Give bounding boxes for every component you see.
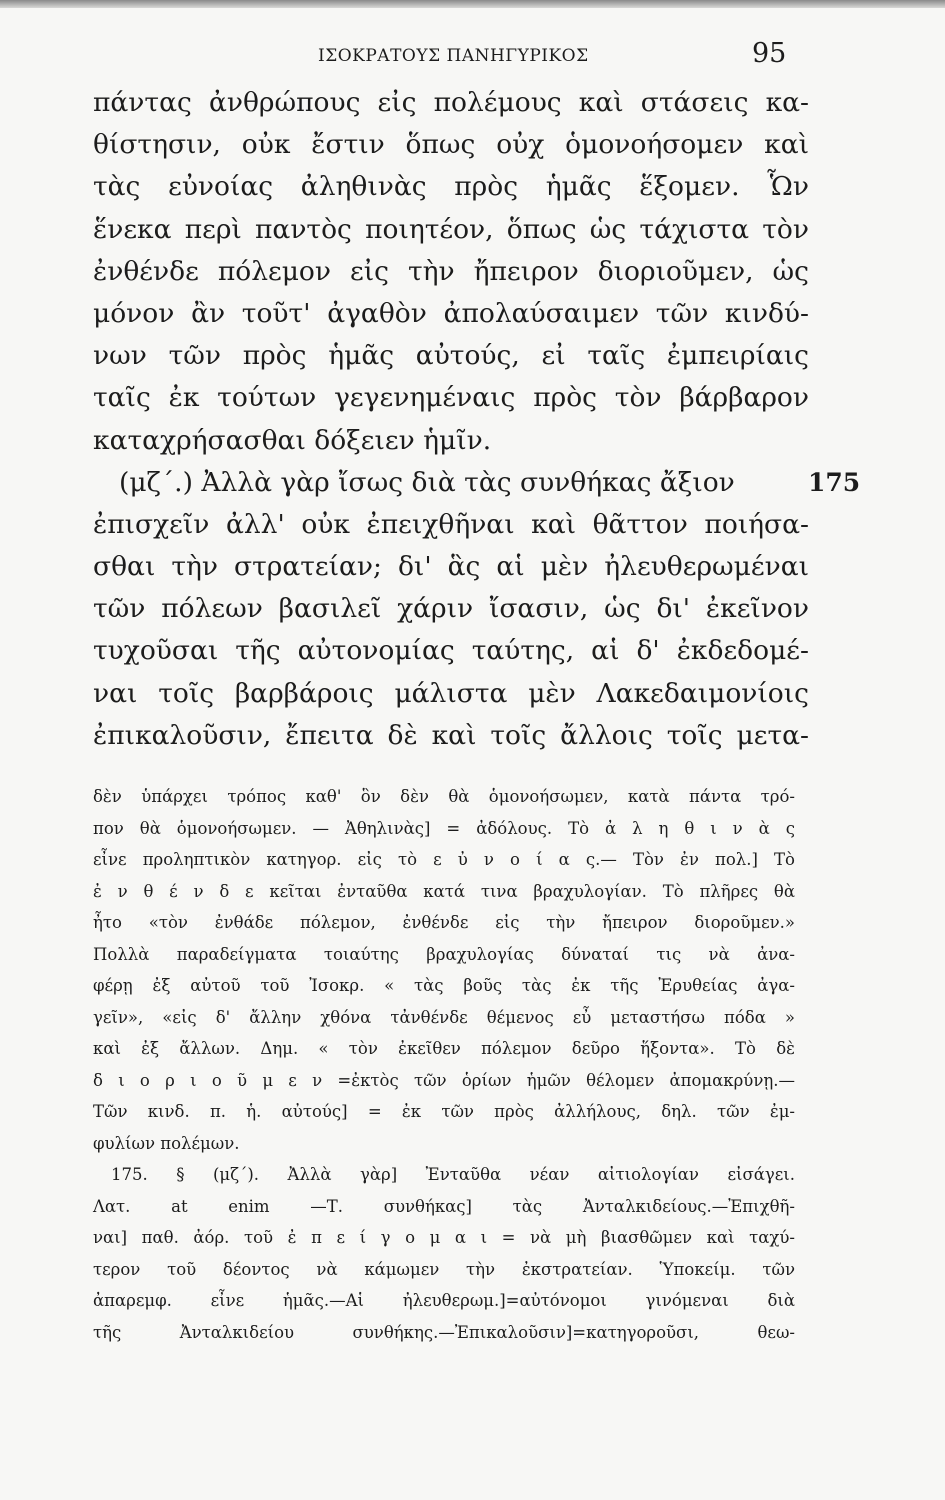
text-line: καταχρήσασθαι δόξειεν ἡμῖν.: [93, 424, 492, 456]
note-line: εἶνε προληπτικὸν κατηγορ. εἰς τὸ ε ὐ ν ο ί α ς.— Τὸν ἐν πολ.] Τὸ: [93, 850, 795, 869]
note-line: φέρῃ ἐξ αὐτοῦ τοῦ Ἰσοκρ. « τὰς βοῦς τὰς ἐκ τῆς Ἐρυθείας ἀγα-: [93, 976, 795, 995]
note-line: Λατ. at enim —Τ. συνθήκας] τὰς Ἀνταλκιδείους.—Ἐπιχθῆ-: [93, 1196, 795, 1216]
page-top-edge: [0, 0, 945, 8]
note-line: ἐ ν θ έ ν δ ε κεῖται ἐνταῦθα κατά τινα βραχυλογίαν. Τὸ πλῆρες θὰ: [93, 881, 795, 901]
note-line: ναι] παθ. ἀόρ. τοῦ ἐ π ε ί γ ο μ α ι = νὰ μὴ βιασθῶμεν καὶ ταχύ-: [93, 1228, 795, 1247]
text-line: μόνον ἂν τοῦτ' ἀγαθὸν ἀπολαύσαιμεν τῶν κινδύ-: [93, 297, 809, 329]
text-line: θίστησιν, οὐκ ἔστιν ὅπως οὐχ ὁμονοήσομεν καὶ: [93, 129, 809, 161]
note-line: φυλίων πολέμων.: [93, 1133, 240, 1153]
text-line: ἐπικαλοῦσιν, ἔπειτα δὲ καὶ τοῖς ἄλλοις τοῖς μετα-: [93, 719, 809, 751]
text-line: τῶν πόλεων βασιλεῖ χάριν ἴσασιν, ὡς δι' ἐκεῖνον: [93, 593, 809, 625]
text-line: ναι τοῖς βαρβάροις μάλιστα μὲν Λακεδαιμονίοις: [93, 677, 809, 709]
text-line: ἐνθένδε πόλεμον εἰς τὴν ἤπειρον διοριοῦμεν, ὡς: [93, 255, 809, 287]
note-line: ἀπαρεμφ. εἶνε ἡμᾶς.—Αἱ ἠλευθερωμ.]=αὐτόνομοι γινόμεναι διὰ: [93, 1291, 795, 1310]
note-line: 175. § (μζ΄). Ἀλλὰ γὰρ] Ἐνταῦθα νέαν αἰτιολογίαν εἰσάγει.: [111, 1165, 795, 1184]
note-line: γεῖν», «εἰς δ' ἄλλην χθόνα τἀνθένδε θέμενος εὖ μεταστήσω πόδα »: [93, 1007, 795, 1027]
note-line: δὲν ὑπάρχει τρόπος καθ' ὃν δὲν θὰ ὁμονοήσωμεν, κατὰ πάντα τρό-: [93, 787, 795, 806]
commentary-notes: [93, 781, 795, 1348]
page-number: 95: [752, 38, 787, 69]
text-line: (μζ΄.) Ἀλλὰ γὰρ ἴσως διὰ τὰς συνθήκας ἄξιον: [119, 466, 735, 498]
text-line: ταῖς ἐκ τούτων γεγενημέναις πρὸς τὸν βάρβαρον: [93, 382, 809, 414]
note-line: τερον τοῦ δέοντος νὰ κάμωμεν τὴν ἐκστρατείαν. Ὑποκείμ. τῶν: [93, 1259, 795, 1279]
note-line: δ ι ο ρ ι ο ῦ μ ε ν =ἐκτὸς τῶν ὁρίων ἡμῶν θέλομεν ἀπομακρύνῃ.—: [93, 1070, 795, 1090]
text-line: τὰς εὐνοίας ἀληθινὰς πρὸς ἡμᾶς ἕξομεν. Ὧν: [93, 171, 809, 203]
page-header: [0, 38, 945, 84]
text-line: σθαι τὴν στρατείαν; δι' ἃς αἱ μὲν ἠλευθερωμέναι: [93, 551, 809, 583]
text-line: ἕνεκα περὶ παντὸς ποιητέον, ὅπως ὡς τάχιστα τὸν: [93, 213, 809, 245]
note-line: τῆς Ἀνταλκιδείου συνθήκης.—Ἐπικαλοῦσιν]=κατηγοροῦσι, θεω-: [93, 1322, 795, 1342]
note-line: καὶ ἐξ ἄλλων. Δημ. « τὸν ἐκεῖθεν πόλεμον δεῦρο ἥξοντα». Τὸ δὲ: [93, 1039, 795, 1058]
note-line: Τῶν κινδ. π. ἡ. αὐτούς] = ἐκ τῶν πρὸς ἀλλήλους, δηλ. τῶν ἐμ-: [93, 1102, 795, 1121]
text-line: πάντας ἀνθρώπους εἰς πολέμους καὶ στάσεις κα-: [93, 87, 809, 118]
text-line: τυχοῦσαι τῆς αὐτονομίας ταύτης, αἱ δ' ἐκδεδομέ-: [93, 635, 809, 667]
running-title: ΙΣΟΚΡΑΤΟΥΣ ΠΑΝΗΓΥΡΙΚΟΣ: [318, 46, 589, 66]
text-line-with-margin-number: [93, 462, 861, 504]
margin-line-number: 175: [808, 467, 861, 497]
main-text: [93, 82, 861, 757]
text-line: ἐπισχεῖν ἀλλ' οὐκ ἐπειχθῆναι καὶ θᾶττον ποιήσα-: [93, 508, 809, 540]
note-line: ἦτο «τὸν ἐνθάδε πόλεμον, ἐνθένδε εἰς τὴν ἤπειρον διοροῦμεν.»: [93, 913, 795, 932]
note-line: πον θὰ ὁμονοήσωμεν. — Ἀθηλινὰς] = ἀδόλους. Τὸ ἀ λ η θ ι ν ὰ ς: [93, 818, 795, 838]
text-line: νων τῶν πρὸς ἡμᾶς αὐτούς, εἰ ταῖς ἐμπειρίαις: [93, 340, 809, 372]
note-line: Πολλὰ παραδείγματα τοιαύτης βραχυλογίας δύναταί τις νὰ ἀνα-: [93, 944, 795, 964]
